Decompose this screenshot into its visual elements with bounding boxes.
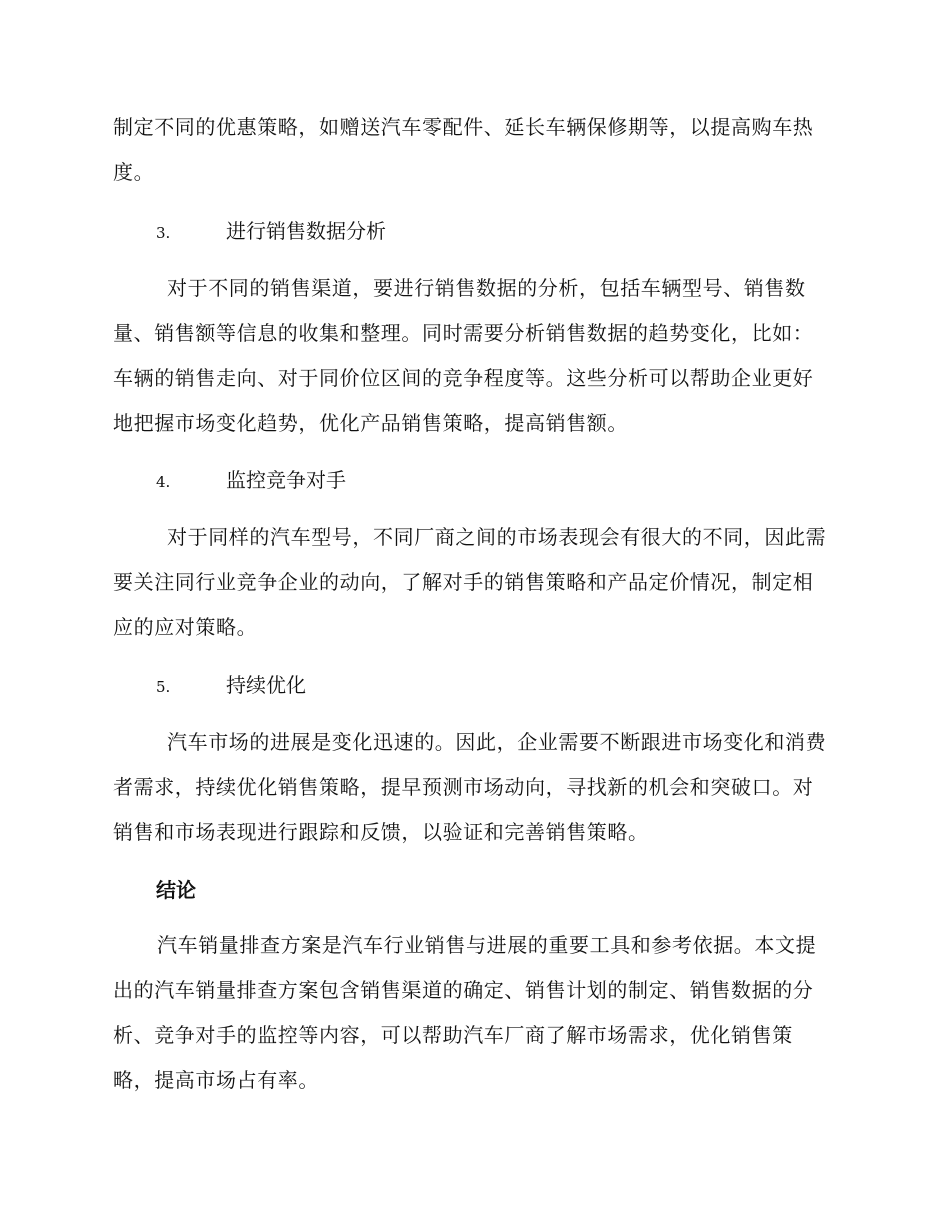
section-heading-3 — [156, 216, 386, 248]
paragraph-competitor-monitoring: 对于同样的汽车型号，不同厂商之间的市场表现会有很大的不同，因此需要关注同行业竞争企业的动向，了解对手的销售策略和产品定价情况，制定相应的应对策略。 — [113, 525, 827, 639]
section-title: 监控竞争对手 — [226, 468, 346, 492]
paragraph-continuous-optimization: 汽车市场的进展是变化迅速的。因此，企业需要不断跟进市场变化和消费者需求，持续优化销售策略，提早预测市场动向，寻找新的机会和突破口。对销售和市场表现进行跟踪和反馈，以验证和完善销售策略。 — [113, 730, 827, 844]
paragraph-conclusion: 汽车销量排查方案是汽车行业销售与进展的重要工具和参考依据。本文提出的汽车销量排查方案包含销售渠道的确定、销售计划的制定、销售数据的分析、竞争对手的监控等内容，可以帮助汽车厂商了解市场需求，优化销售策略，提高市场占有率。 — [113, 933, 817, 1092]
section-heading-4 — [156, 465, 346, 497]
section-number: 3. — [156, 224, 171, 242]
section-title: 持续优化 — [226, 673, 306, 697]
section-title: 进行销售数据分析 — [226, 219, 386, 243]
paragraph-discount-strategy: 制定不同的优惠策略，如赠送汽车零配件、延长车辆保修期等，以提高购车热度。 — [113, 115, 814, 184]
conclusion-title: 结论 — [156, 878, 196, 902]
section-number: 4. — [156, 473, 171, 491]
section-heading-5 — [156, 670, 306, 702]
section-number: 5. — [156, 678, 171, 696]
paragraph-sales-data-analysis: 对于不同的销售渠道，要进行销售数据的分析，包括车辆型号、销售数量、销售额等信息的收集和整理。同时需要分析销售数据的趋势变化，比如：车辆的销售走向、对于同价位区间的竞争程度等。这些分析可以帮助企业更好地把握市场变化趋势，优化产品销售策略，提高销售额。 — [113, 276, 814, 435]
